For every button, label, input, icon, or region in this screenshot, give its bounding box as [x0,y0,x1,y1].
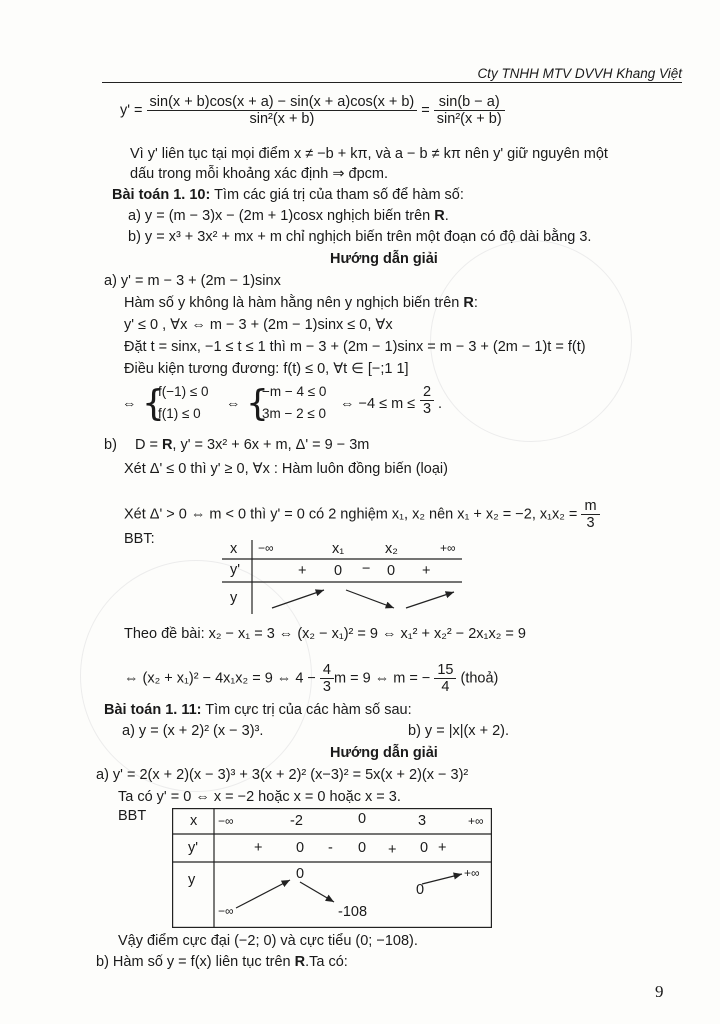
table-cell: 0 [296,840,305,856]
problem-label: Bài toán 1. 11: [104,702,202,718]
fraction-denominator: 3 [423,401,432,417]
table-cell: -108 [338,904,368,920]
page-number: 9 [655,982,664,1001]
paragraph-line: Vì y' liên tục tại mọi điểm x ≠ −b + kπ, và a − b ≠ kπ nên y' giữ nguyên một [130,146,608,162]
fraction [434,662,456,695]
punct: . [438,396,443,412]
punct: . [444,208,449,224]
table-cell: 0 [387,563,396,579]
fraction-numerator: sin(x + b)cos(x + a) − sin(x + a)cos(x + b) [147,94,418,111]
bbt-label: BBT: [124,531,155,547]
row-header: y' [230,562,241,578]
table-cell: − [362,561,371,577]
problem-statement: Tìm cực trị của các hàm số sau: [201,702,412,718]
row-header: y' [188,840,199,856]
table-cell: 0 [420,840,429,856]
line-text: (thoả) [460,670,499,687]
fraction-denominator: 3 [586,515,595,531]
fraction-numerator: m [581,498,599,515]
problem-part-a [128,208,449,224]
solution-line: Đặt t = sinx, −1 ≤ t ≤ 1 thì m − 3 + (2m − 1)sinx = m − 3 + (2m − 1)t = f(t) [124,339,586,355]
solution-line [124,662,498,695]
fraction [420,384,434,417]
solution-line: Ta có y' = 0 ⇔ x = −2 hoặc x = 0 hoặc x = 3. [118,789,401,805]
fraction-numerator: 4 [320,662,334,679]
row-header: y [188,872,196,888]
line-text: m = 9 ⇔ m = − [334,670,431,687]
iff-symbol: ⇔ [226,396,241,412]
real-set-symbol: R [463,295,474,311]
table-cell: 0 [334,563,343,579]
brace-icon: { [142,383,165,424]
solution-line [104,437,369,453]
fraction-denominator: 3 [322,679,331,695]
fraction-denominator: 4 [441,679,450,695]
table-cell: −∞ [258,541,274,555]
solution-heading: Hướng dẫn giải [330,745,438,761]
line-text: b) Hàm số y = f(x) liên tục trên [96,954,295,970]
fraction-numerator: 2 [420,384,434,401]
table-cell: -2 [290,813,303,829]
line-text: ⇔ (x₂ + x₁)² − 4x₁x₂ = 9 ⇔ 4 − [124,670,316,687]
table-cell: + [388,842,397,858]
derivative-formula [120,94,505,127]
table-cell: +∞ [440,541,456,555]
row-header: x [190,813,198,829]
table-cell: + [298,563,307,579]
problem-1-10-title [112,187,464,203]
table-cell: + [438,840,447,856]
running-header: Cty TNHH MTV DVVH Khang Việt [477,66,682,81]
solution-line: Xét Δ' ≤ 0 thì y' ≥ 0, ∀x : Hàm luôn đồng biến (loại) [124,461,448,477]
real-set-symbol: R [294,954,306,970]
condition: −m − 4 ≤ 0 [262,384,327,399]
brace-icon: { [246,383,269,424]
solution-line: a) y' = m − 3 + (2m − 1)sinx [104,273,281,289]
fraction [581,498,599,531]
variation-table-2 [172,808,492,928]
equals-sign: = [421,102,430,119]
fraction-denominator: sin²(x + b) [436,111,502,127]
table-cell: x₁ [332,541,345,557]
problem-part-b: b) y = |x|(x + 2). [408,723,510,739]
condition: 3m − 2 ≤ 0 [262,406,327,421]
problem-statement: Tìm các giá trị của tham số để hàm số: [210,187,464,203]
table-cell: + [254,840,263,856]
table-cell: 0 [358,840,367,856]
solution-line: Vậy điểm cực đại (−2; 0) và cực tiểu (0; −108). [118,933,418,949]
fraction-numerator: 15 [434,662,456,679]
fraction-result [434,94,505,127]
table-cell: 0 [296,866,305,882]
fraction-numerator: sin(b − a) [434,94,505,111]
table-cell: −∞ [218,814,234,828]
line-text: Hàm số y không là hàm hằng nên y nghịch biến trên [124,295,464,311]
problem-label: Bài toán 1. 10: [112,187,211,203]
table-cell: −∞ [218,904,234,918]
punct: : [473,295,478,311]
variation-table-1 [222,540,462,614]
line-text: .Ta có: [305,954,348,970]
row-header: x [230,541,238,557]
problem-part-a: a) y = (x + 2)² (x − 3)³. [122,723,264,739]
solution-line: Theo đề bài: x₂ − x₁ = 3 ⇔ (x₂ − x₁)² = 9 ⇔ x₁² + x₂² − 2x₁x₂ = 9 [124,626,526,642]
table-cell: x₂ [385,541,398,557]
fraction-main [147,94,418,127]
line-text: D = [134,437,162,453]
solution-line [124,498,600,531]
iff-symbol: ⇔ [122,396,137,412]
header-rule [102,82,682,83]
part-text: a) y = (m − 3)x − (2m + 1)cosx nghịch biến trên [128,208,435,224]
problem-part-b: b) y = x³ + 3x² + mx + m chỉ nghịch biến trên một đoạn có độ dài bằng 3. [128,229,592,245]
inequality-system [122,384,452,428]
real-set-symbol: R [434,208,445,224]
table-cell: +∞ [464,866,480,880]
condition: f(1) ≤ 0 [158,406,201,421]
part-label: b) [104,437,117,453]
table-cell: 3 [418,813,427,829]
line-text: , y' = 3x² + 6x + m, Δ' = 9 − 3m [172,437,370,453]
result: ⇔ −4 ≤ m ≤ [340,396,416,412]
table-cell: 0 [416,882,425,898]
formula-lhs: y' = [120,102,143,119]
bbt-label: BBT [118,808,147,824]
solution-heading: Hướng dẫn giải [330,251,438,267]
solution-line: Điều kiện tương đương: f(t) ≤ 0, ∀t ∈ [−;1 1] [124,361,409,377]
line-text: Xét Δ' > 0 ⇔ m < 0 thì y' = 0 có 2 nghiệm x₁, x₂ nên x₁ + x₂ = −2, x₁x₂ = [124,506,578,523]
solution-line [124,295,478,311]
table-cell: + [422,563,431,579]
problem-1-11-title [104,702,412,718]
paragraph-line: dấu trong mỗi khoảng xác định ⇒ đpcm. [130,166,388,182]
condition: f(−1) ≤ 0 [158,384,209,399]
fraction-denominator: sin²(x + b) [249,111,315,127]
solution-line [96,954,348,970]
solution-line: a) y' = 2(x + 2)(x − 3)³ + 3(x + 2)² (x−3)² = 5x(x + 2)(x − 3)² [96,767,469,783]
table-cell: 0 [358,811,367,827]
solution-line: y' ≤ 0 , ∀x ⇔ m − 3 + (2m − 1)sinx ≤ 0, ∀x [124,317,393,333]
row-header: y [230,590,238,606]
fraction [320,662,334,695]
table-cell: - [328,840,333,856]
table-cell: +∞ [468,814,484,828]
real-set-symbol: R [161,437,173,453]
